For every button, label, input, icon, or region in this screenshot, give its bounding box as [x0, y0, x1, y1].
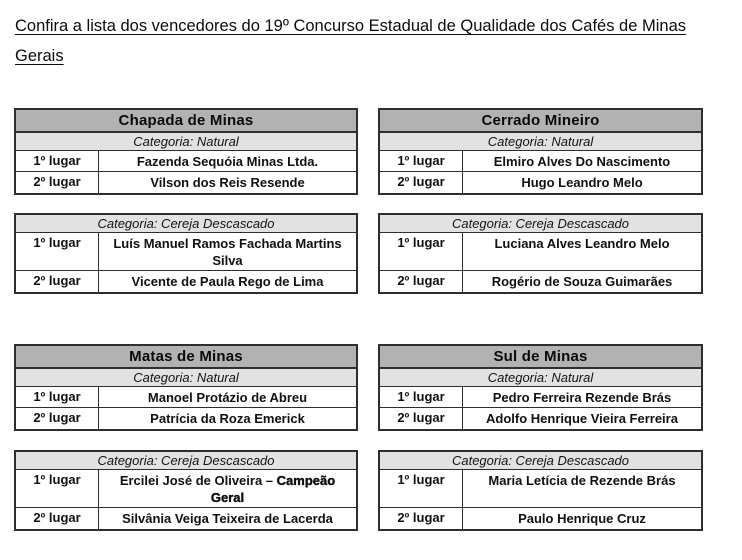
category-header: Categoria: Cereja Descascado — [16, 452, 356, 470]
winner-cell: Vilson dos Reis Resende — [150, 175, 305, 190]
region-header: Matas de Minas — [16, 346, 356, 369]
champion-label: Campeão Geral — [210, 473, 336, 505]
category-header: Categoria: Natural — [16, 133, 356, 151]
category-header: Categoria: Natural — [380, 133, 701, 151]
winner-cell: Luciana Alves Leandro Melo — [494, 236, 670, 251]
winner-cell: Manoel Protázio de Abreu — [147, 390, 308, 405]
region-header: Sul de Minas — [380, 346, 701, 369]
place-cell: 1º lugar — [380, 470, 463, 507]
table-row — [380, 470, 701, 508]
place-cell: 1º lugar — [16, 470, 99, 507]
place-cell: 2º lugar — [380, 508, 463, 529]
table-row — [16, 172, 356, 193]
winner-cell: Adolfo Henrique Vieira Ferreira — [486, 411, 678, 426]
table-matas-natural — [14, 344, 358, 431]
place-cell: 2º lugar — [16, 408, 99, 429]
table-row — [380, 233, 701, 271]
winner-cell: Fazenda Sequóia Minas Ltda. — [136, 154, 319, 169]
table-chapada-cereja — [14, 213, 358, 294]
place-cell: 2º lugar — [16, 271, 99, 292]
page-title-line-1: Confira a lista dos vencedores do 19º Concurso Estadual de Qualidade dos Cafés de Minas — [15, 17, 687, 35]
table-row — [380, 172, 701, 193]
place-cell: 1º lugar — [16, 233, 99, 270]
table-cerrado-natural — [378, 108, 703, 195]
winner-cell: Luís Manuel Ramos Fachada Martins Silva — [113, 236, 342, 268]
winner-cell: Rogério de Souza Guimarães — [491, 274, 673, 289]
table-cerrado-cereja — [378, 213, 703, 294]
winner-cell: Pedro Ferreira Rezende Brás — [492, 390, 672, 405]
place-cell: 1º lugar — [380, 387, 463, 407]
place-cell: 2º lugar — [380, 172, 463, 193]
place-cell: 2º lugar — [380, 271, 463, 292]
place-cell: 1º lugar — [380, 151, 463, 171]
place-cell: 1º lugar — [380, 233, 463, 270]
table-row — [380, 508, 701, 529]
table-row — [380, 387, 701, 408]
table-row — [380, 408, 701, 429]
table-sul-cereja — [378, 450, 703, 531]
category-header: Categoria: Cereja Descascado — [380, 215, 701, 233]
table-row — [16, 387, 356, 408]
place-cell: 2º lugar — [16, 508, 99, 529]
winner-cell: Maria Letícia de Rezende Brás — [488, 473, 676, 488]
table-row — [16, 408, 356, 429]
place-cell: 2º lugar — [16, 172, 99, 193]
table-row — [16, 233, 356, 271]
table-row — [16, 151, 356, 172]
winner-cell: Hugo Leandro Melo — [521, 175, 643, 190]
category-header: Categoria: Cereja Descascado — [16, 215, 356, 233]
table-matas-cereja — [14, 450, 358, 531]
table-chapada-natural — [14, 108, 358, 195]
winner-cell: Patrícia da Roza Emerick — [150, 411, 305, 426]
winner-name: Ercilei José de Oliveira – — [119, 473, 277, 488]
place-cell: 1º lugar — [16, 151, 99, 171]
category-header: Categoria: Natural — [380, 369, 701, 387]
place-cell: 2º lugar — [380, 408, 463, 429]
category-header: Categoria: Cereja Descascado — [380, 452, 701, 470]
table-row — [16, 470, 356, 508]
winner-cell: Vicente de Paula Rego de Lima — [131, 274, 324, 289]
winner-cell — [99, 470, 356, 507]
table-row — [16, 271, 356, 292]
table-row — [380, 151, 701, 172]
winner-cell: Silvânia Veiga Teixeira de Lacerda — [122, 511, 333, 526]
region-header: Chapada de Minas — [16, 110, 356, 133]
table-sul-natural — [378, 344, 703, 431]
page-title-line-2: Gerais — [15, 47, 64, 65]
category-header: Categoria: Natural — [16, 369, 356, 387]
table-row — [380, 271, 701, 292]
table-row — [16, 508, 356, 529]
place-cell: 1º lugar — [16, 387, 99, 407]
page-title — [15, 11, 731, 71]
winner-cell: Elmiro Alves Do Nascimento — [493, 154, 671, 169]
region-header: Cerrado Mineiro — [380, 110, 701, 133]
winner-cell: Paulo Henrique Cruz — [518, 511, 646, 526]
